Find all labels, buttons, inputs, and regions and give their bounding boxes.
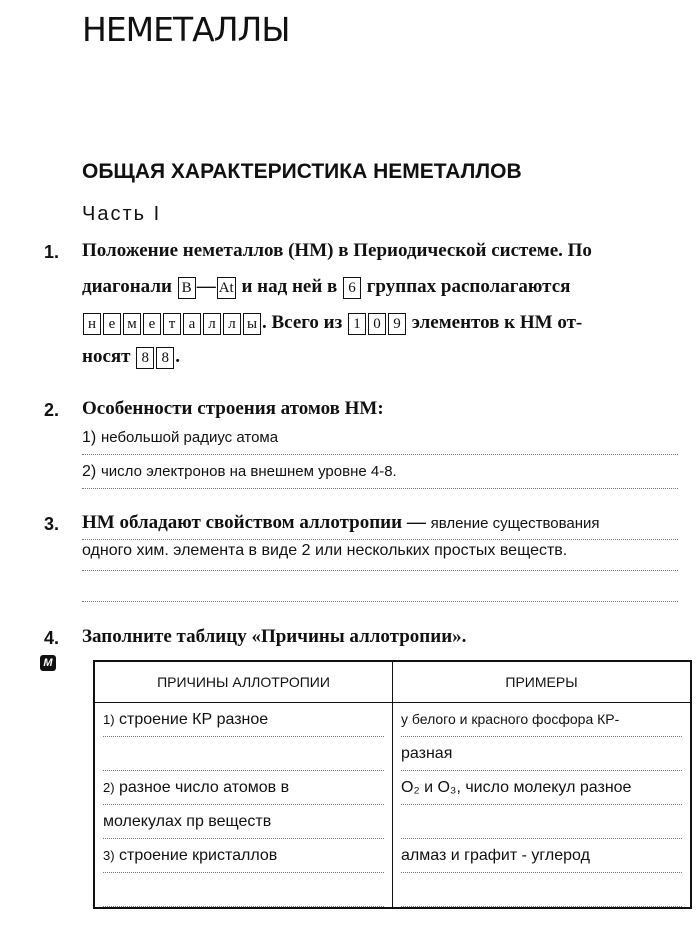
answer-box[interactable]: л: [203, 313, 221, 335]
answer-box[interactable]: 9: [388, 313, 406, 335]
q2-heading: [82, 398, 680, 420]
q4-text: Заполните таблицу «Причины аллотропии».: [82, 626, 467, 647]
text: . Всего из: [262, 312, 348, 333]
text: .: [175, 346, 180, 367]
cause-line[interactable]: [103, 737, 384, 771]
answer-box[interactable]: е: [103, 313, 121, 335]
example-line[interactable]: [401, 805, 682, 839]
text: НМ:: [344, 398, 384, 419]
q3-line1[interactable]: [82, 512, 678, 540]
item-number: 3): [103, 848, 115, 863]
answer-box[interactable]: 0: [368, 313, 386, 335]
text: от-: [552, 312, 583, 333]
m-badge-icon: M: [40, 655, 56, 671]
text: Положение неметаллов: [82, 240, 289, 261]
page-title: НЕМЕТАЛЛЫ: [82, 10, 290, 49]
example-line[interactable]: [401, 873, 682, 907]
text: и над ней в: [236, 276, 343, 297]
q2-answer-1[interactable]: [82, 426, 678, 455]
allotropy-table: [93, 660, 692, 909]
answer-box[interactable]: 6: [343, 277, 361, 299]
answer-box[interactable]: е: [143, 313, 161, 335]
cause-text: строение КР разное: [119, 711, 269, 728]
text: НМ: [519, 312, 553, 333]
answer-box[interactable]: 8: [136, 347, 154, 369]
text: элементов к: [407, 312, 520, 333]
item-number: 1): [82, 429, 97, 446]
text: группах располагаются: [362, 276, 571, 297]
part-label: Часть I: [82, 203, 162, 225]
answer-text: небольшой радиус атома: [100, 429, 279, 446]
answer-box[interactable]: т: [163, 313, 181, 335]
answer-box[interactable]: At: [217, 277, 236, 299]
cause-line[interactable]: [103, 805, 384, 839]
answer-box[interactable]: 1: [348, 313, 366, 335]
answer-box[interactable]: а: [183, 313, 201, 335]
text: —: [196, 276, 216, 297]
q3-line2[interactable]: одного хим. элемента в виде 2 или нескольких простых веществ.: [82, 542, 678, 571]
text: диагонали: [82, 276, 177, 297]
q1-number: 1.: [44, 242, 60, 262]
text: в Периодической системе. По: [333, 240, 592, 261]
answer-text: число электронов на внешнем уровне 4-8.: [100, 463, 397, 480]
example-line[interactable]: у белого и красного фосфора КР-: [401, 703, 682, 737]
cause-text: строение кристаллов: [119, 847, 278, 864]
q1-line1: [82, 240, 680, 262]
example-line[interactable]: разная: [401, 737, 682, 771]
example-line[interactable]: алмаз и графит - углерод: [401, 839, 682, 873]
q3-number: 3.: [44, 514, 60, 534]
answer-box[interactable]: н: [83, 313, 101, 335]
cause-line[interactable]: [103, 771, 384, 805]
text: Особенности строения атомов: [82, 398, 345, 419]
column-header: ПРИМЕРЫ: [393, 661, 692, 703]
cause-text: молекулах пр веществ: [103, 813, 272, 830]
cause-line[interactable]: [103, 839, 384, 873]
answer-box[interactable]: м: [123, 313, 141, 335]
answer-box[interactable]: л: [223, 313, 241, 335]
cause-line[interactable]: [103, 703, 384, 737]
q1-line2: [82, 276, 680, 299]
text: носят: [82, 346, 136, 367]
text: НМ: [82, 512, 115, 533]
q1-line3: [82, 312, 680, 335]
q1-line4: [82, 346, 680, 369]
section-heading: ОБЩАЯ ХАРАКТЕРИСТИКА НЕМЕТАЛЛОВ: [82, 160, 522, 183]
example-line[interactable]: O₂ и O₃, число молекул разное: [401, 771, 682, 805]
q2-number: 2.: [44, 400, 60, 420]
answer-box[interactable]: B: [178, 277, 196, 299]
item-number: 1): [103, 712, 115, 727]
cause-text: разное число атомов в: [119, 779, 290, 796]
answer-box[interactable]: ы: [243, 313, 261, 335]
text: (НМ): [288, 240, 334, 261]
item-number: 2): [103, 780, 115, 795]
text: обладают свойством аллотропии —: [114, 512, 431, 533]
q2-answer-2[interactable]: [82, 460, 678, 489]
answer-text: явление существования: [430, 515, 600, 532]
q3-line3[interactable]: [82, 575, 678, 602]
q4-number: 4.: [44, 628, 60, 648]
column-header: ПРИЧИНЫ АЛЛОТРОПИИ: [94, 661, 393, 703]
answer-box[interactable]: 8: [156, 347, 174, 369]
item-number: 2): [82, 463, 97, 480]
cause-line[interactable]: [103, 873, 384, 907]
